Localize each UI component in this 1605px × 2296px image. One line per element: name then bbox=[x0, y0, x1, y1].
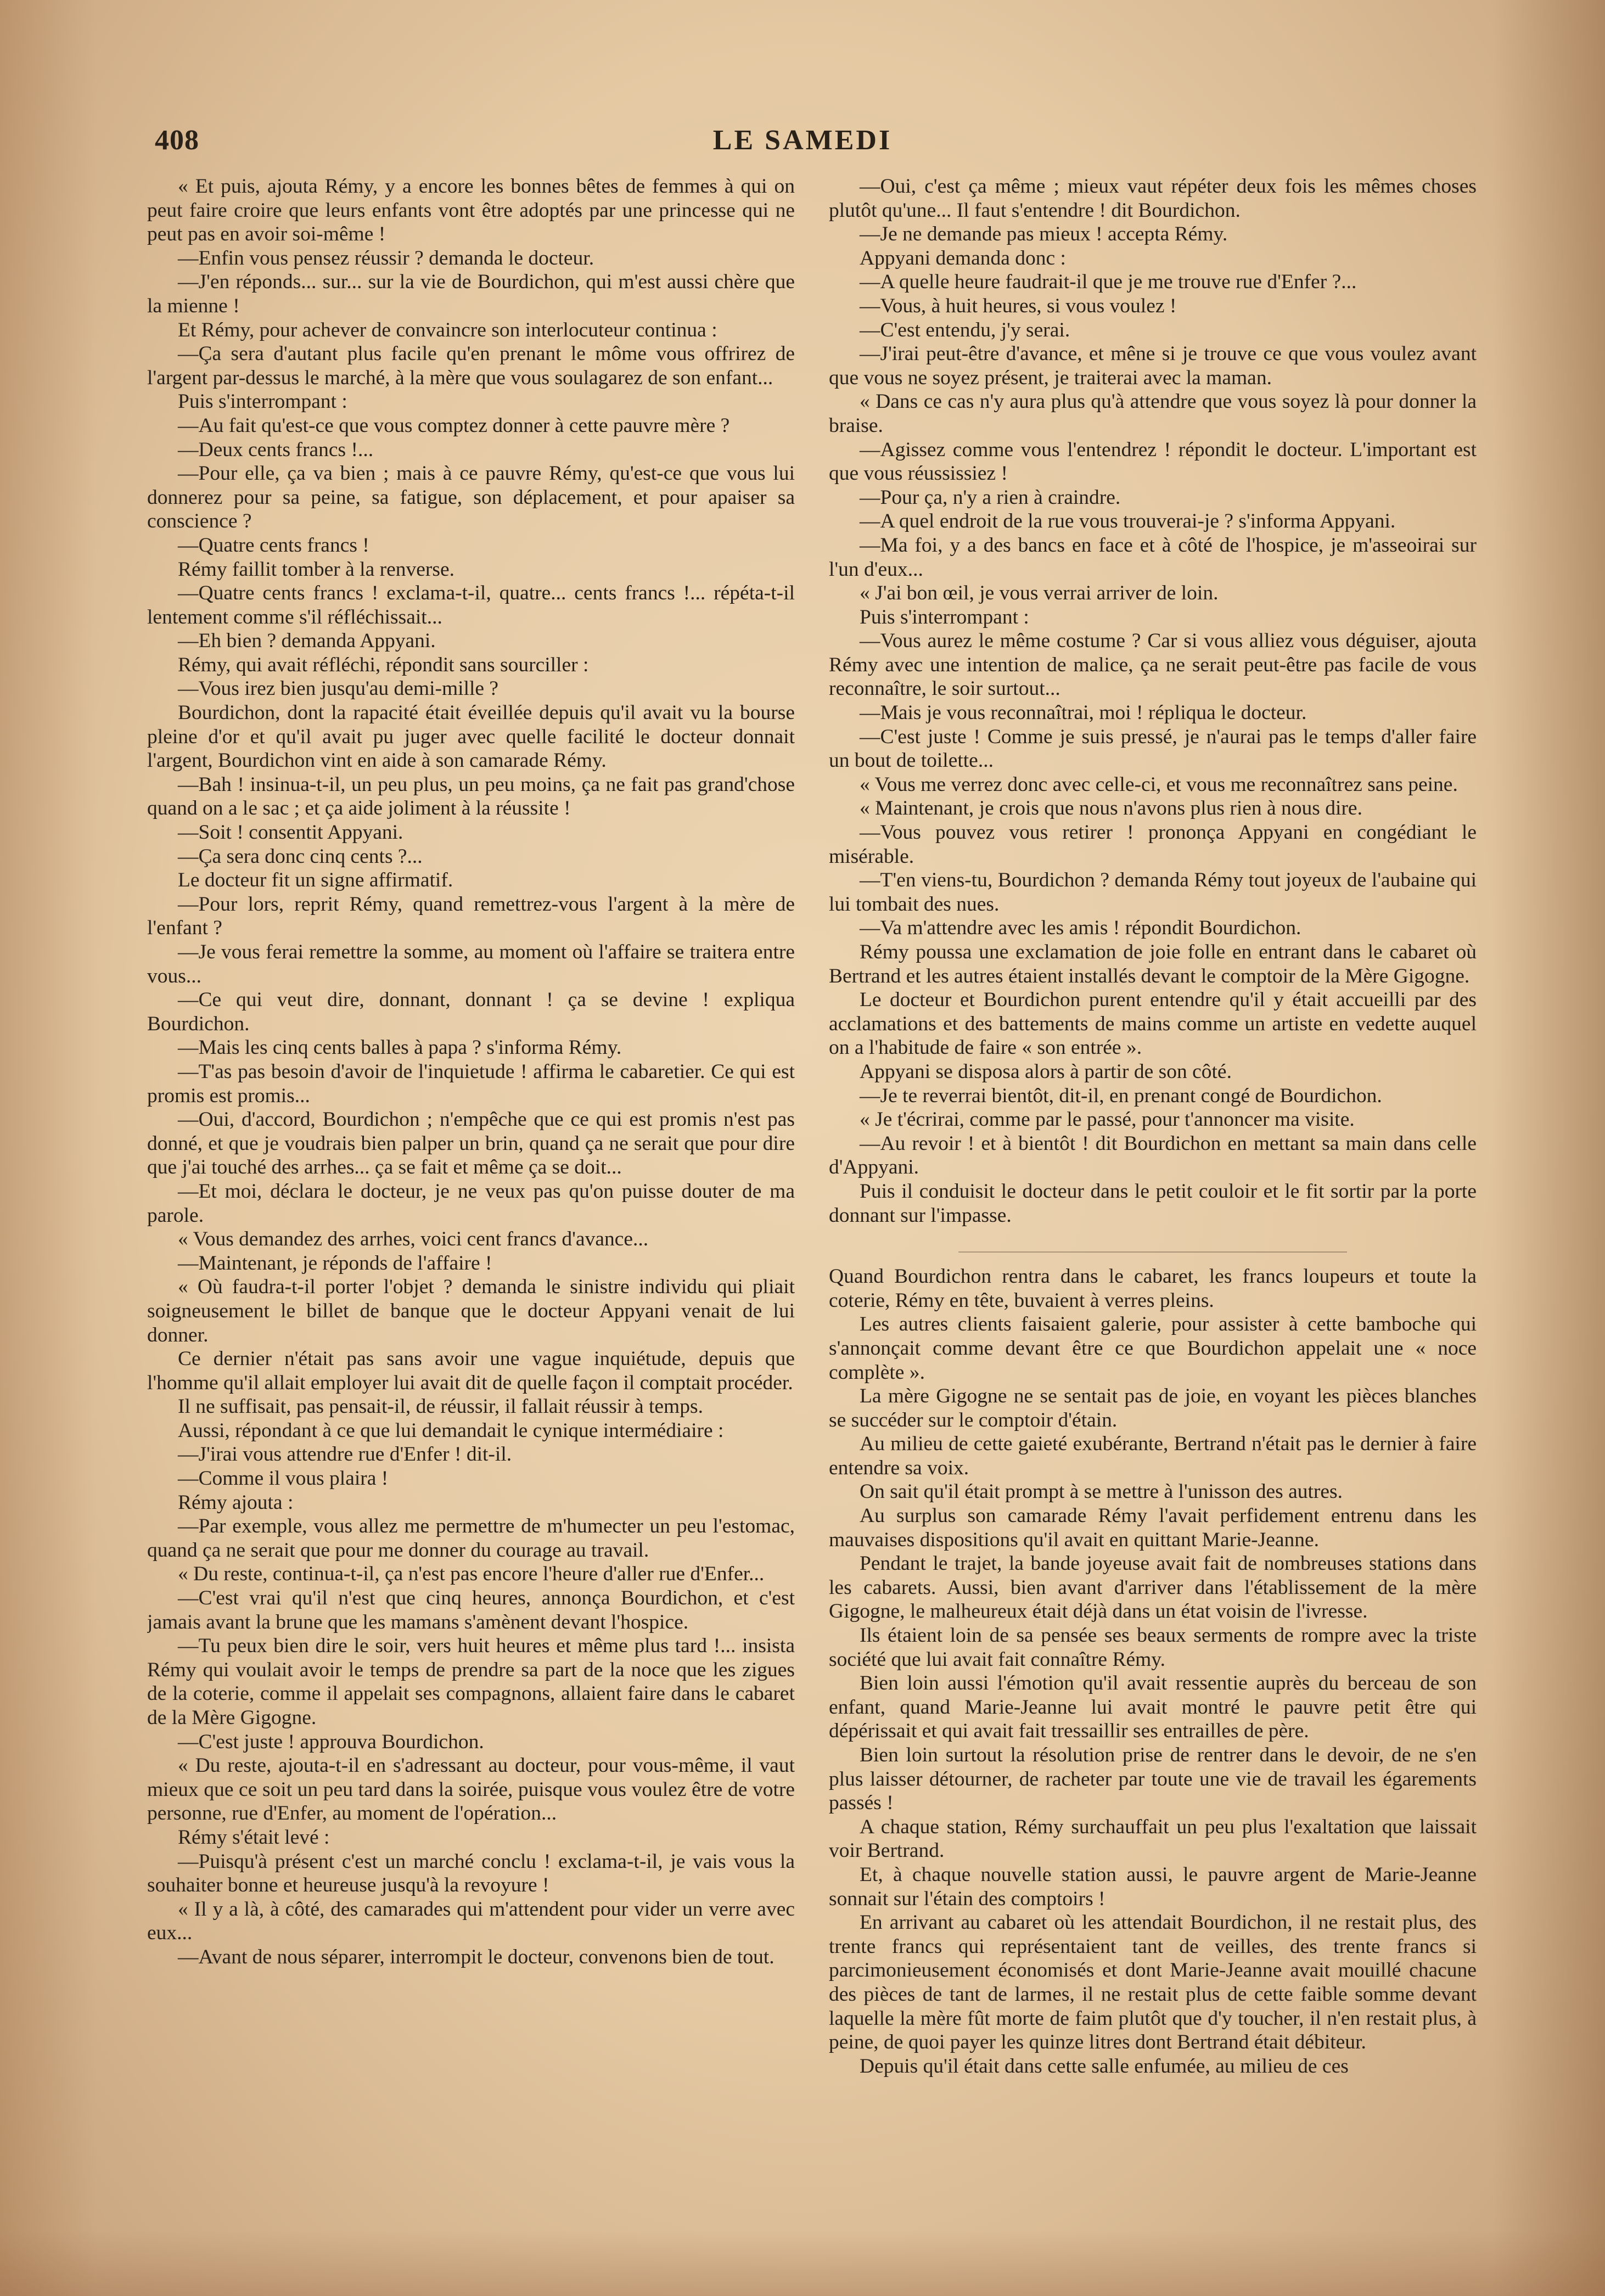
paragraph: En arrivant au cabaret où les attendait Bourdichon, il ne restait plus, des trente francs qui représentaient tant de veilles, des trente francs si parcimonieusement économisés et dont Marie-Jeanne avait mouillé chacune des pièces de tant de larmes, il ne restait plus de cette faible somme devant laquelle la mère fût morte de faim plutôt que d'y toucher, il n'en restait plus, à peine, de quoi payer les quinze litres dont Bertrand était débiteur. bbox=[829, 1911, 1477, 2054]
paragraph: Le docteur fit un signe affirmatif. bbox=[178, 869, 453, 892]
paragraph: —Soit ! consentit Appyani. bbox=[178, 821, 403, 844]
paragraph: —Au fait qu'est-ce que vous comptez donner à cette pauvre mère ? bbox=[178, 414, 730, 437]
paragraph: Et Rémy, pour achever de convaincre son interlocuteur continua : bbox=[178, 318, 717, 341]
paragraph: « Je t'écrirai, comme par le passé, pour t'annoncer ma visite. bbox=[860, 1108, 1355, 1131]
paragraph: —C'est juste ! Comme je suis pressé, je n'aurai pas le temps d'aller faire un bout de toilette... bbox=[829, 725, 1477, 772]
left-column bbox=[147, 175, 795, 2216]
paragraph: —Tu peux bien dire le soir, vers huit heures et même plus tard !... insista Rémy qui voulait avoir le temps de prendre sa part de la noce que les zigues de la coterie, comme il appelait ses compagnons, allaient faire dans le cabaret de la Mère Gigogne. bbox=[147, 1635, 795, 1729]
paragraph: —Avant de nous séparer, interrompit le docteur, convenons bien de tout. bbox=[178, 1945, 775, 1968]
paragraph: Appyani demanda donc : bbox=[860, 246, 1066, 270]
paragraph: —Je te reverrai bientôt, dit-il, en prenant congé de Bourdichon. bbox=[860, 1084, 1382, 1107]
right-column bbox=[829, 175, 1477, 2216]
paragraph: « Et puis, ajouta Rémy, y a encore les bonnes bêtes de femmes à qui on peut faire croire que leurs enfants vont être adoptés par une princesse qui ne peut pas en avoir soi-même ! bbox=[147, 175, 795, 246]
paragraph: Au milieu de cette gaieté exubérante, Bertrand n'était pas le dernier à faire entendre sa voix. bbox=[829, 1433, 1477, 1479]
paragraph: —Quatre cents francs ! exclama-t-il, quatre... cents francs !... répéta-t-il lentement comme s'il réfléchissait... bbox=[147, 582, 795, 628]
paragraph: —Vous, à huit heures, si vous voulez ! bbox=[860, 294, 1177, 317]
paragraph: Bien loin aussi l'émotion qu'il avait ressentie auprès du berceau de son enfant, quand Marie-Jeanne lui avait montré le pauvre petit être qui dépérissait et qui avait fait tressaillir ses entrailles de père. bbox=[829, 1672, 1477, 1743]
paragraph: Bourdichon, dont la rapacité était éveillée depuis qu'il avait vu la bourse pleine d'or et qu'il avait pu juger avec quelle facilité le docteur donnait l'argent, Bourdichon vint en aide à son camarade Rémy. bbox=[147, 701, 795, 772]
paragraph: Rémy poussa une exclamation de joie folle en entrant dans le cabaret où Bertrand et les autres étaient installés devant le comptoir de la Mère Gigogne. bbox=[829, 941, 1477, 987]
paragraph: Le docteur et Bourdichon purent entendre qu'il y était accueilli par des acclamations et des battements de mains comme un artiste en vedette auquel on a l'habitude de faire « son entrée ». bbox=[829, 989, 1477, 1059]
paragraph: —J'en réponds... sur... sur la vie de Bourdichon, qui m'est aussi chère que la mienne ! bbox=[147, 271, 795, 317]
paragraph: —J'irai peut-être d'avance, et mêne si je trouve ce que vous voulez avant que vous ne soyez présent, je traiterai avec la maman. bbox=[829, 343, 1477, 389]
paragraph: Ils étaient loin de sa pensée ses beaux serments de rompre avec la triste société que lui avait fait connaître Rémy. bbox=[829, 1624, 1477, 1671]
paragraph: Rémy s'était levé : bbox=[178, 1826, 330, 1849]
paragraph: —Eh bien ? demanda Appyani. bbox=[178, 630, 436, 653]
paragraph: —Comme il vous plaira ! bbox=[178, 1467, 389, 1490]
paragraph: —Ce qui veut dire, donnant, donnant ! ça se devine ! expliqua Bourdichon. bbox=[147, 989, 795, 1035]
paragraph: —Ça sera d'autant plus facile qu'en prenant le môme vous offrirez de l'argent par-dessus le marché, à la mère que vous soulagarez de son enfant... bbox=[147, 343, 795, 389]
paragraph: —Pour ça, n'y a rien à craindre. bbox=[860, 486, 1121, 509]
page-number: 408 bbox=[155, 125, 199, 156]
paragraph: —Par exemple, vous allez me permettre de m'humecter un peu l'estomac, quand ça ne serait que pour me donner du courage au travail. bbox=[147, 1515, 795, 1562]
paragraph: La mère Gigogne ne se sentait pas de joie, en voyant les pièces blanches se succéder sur le comptoir d'étain. bbox=[829, 1385, 1477, 1432]
paragraph: —C'est juste ! approuva Bourdichon. bbox=[178, 1730, 484, 1753]
paragraph: « J'ai bon œil, je vous verrai arriver de loin. bbox=[860, 582, 1219, 605]
paragraph: —Au revoir ! et à bientôt ! dit Bourdichon en mettant sa main dans celle d'Appyani. bbox=[829, 1132, 1477, 1179]
paragraph: —Agissez comme vous l'entendrez ! répondit le docteur. L'important est que vous réussissiez ! bbox=[829, 438, 1477, 485]
paragraph: —Va m'attendre avec les amis ! répondit Bourdichon. bbox=[860, 917, 1301, 940]
paragraph: —Maintenant, je réponds de l'affaire ! bbox=[178, 1251, 492, 1275]
paragraph: —Bah ! insinua-t-il, un peu plus, un peu moins, ça ne fait pas grand'chose quand on a le sac ; et ça aide joliment à la réussite ! bbox=[147, 773, 795, 820]
paragraph: —Enfin vous pensez réussir ? demanda le docteur. bbox=[178, 246, 594, 270]
paragraph: —Pour elle, ça va bien ; mais à ce pauvre Rémy, qu'est-ce que vous lui donnerez pour sa peine, sa fatigue, son déplacement, et pour apaiser sa conscience ? bbox=[147, 462, 795, 533]
paragraph: Puis s'interrompant : bbox=[178, 390, 347, 413]
paragraph: Rémy ajouta : bbox=[178, 1491, 294, 1514]
paragraph: —T'en viens-tu, Bourdichon ? demanda Rémy tout joyeux de l'aubaine qui lui tombait des nues. bbox=[829, 869, 1477, 916]
paragraph: —Ma foi, y a des bancs en face et à côté de l'hospice, je m'asseoirai sur l'un d'eux... bbox=[829, 534, 1477, 581]
paragraph: Appyani se disposa alors à partir de son côté. bbox=[860, 1060, 1232, 1083]
paragraph: —Mais les cinq cents balles à papa ? s'informa Rémy. bbox=[178, 1036, 622, 1059]
paragraph: —A quelle heure faudrait-il que je me trouve rue d'Enfer ?... bbox=[860, 271, 1357, 294]
paragraph: —Vous aurez le même costume ? Car si vous alliez vous déguiser, ajouta Rémy avec une intention de malice, ça ne serait peut-être pas facile de vous reconnaître, le soir surtout... bbox=[829, 630, 1477, 700]
page-bottom-edge bbox=[0, 2230, 1605, 2296]
paragraph: —Ça sera donc cinq cents ?... bbox=[178, 845, 423, 868]
paragraph: Bien loin surtout la résolution prise de rentrer dans le devoir, de ne s'en plus laisser détourner, de racheter par toute une vie de travail les égarements passés ! bbox=[829, 1744, 1477, 1815]
paragraph: « Vous me verrez donc avec celle-ci, et vous me reconnaîtrez sans peine. bbox=[860, 773, 1458, 796]
paragraph: « Du reste, continua-t-il, ça n'est pas encore l'heure d'aller rue d'Enfer... bbox=[178, 1563, 765, 1586]
paragraph: —Je vous ferai remettre la somme, au moment où l'affaire se traitera entre vous... bbox=[147, 941, 795, 987]
paragraph: —T'as pas besoin d'avoir de l'inquietude ! affirma le cabaretier. Ce qui est promis est promis... bbox=[147, 1060, 795, 1107]
paragraph: —Pour lors, reprit Rémy, quand remettrez-vous l'argent à la mère de l'enfant ? bbox=[147, 892, 795, 940]
paragraph: —Vous irez bien jusqu'au demi-mille ? bbox=[178, 677, 499, 700]
running-head-title: LE SAMEDI bbox=[712, 125, 893, 156]
paragraph: « Où faudra-t-il porter l'objet ? demanda le sinistre individu qui pliait soigneusement le billet de banque que le docteur Appyani venait de lui donner. bbox=[147, 1276, 795, 1346]
paragraph: Puis il conduisit le docteur dans le petit couloir et le fit sortir par la porte donnant sur l'impasse. bbox=[829, 1180, 1477, 1227]
paragraph: —Mais je vous reconnaîtrai, moi ! répliqua le docteur. bbox=[860, 701, 1307, 725]
paragraph: Puis s'interrompant : bbox=[860, 605, 1029, 628]
paragraph: —Oui, c'est ça même ; mieux vaut répéter deux fois les mêmes choses plutôt qu'une... Il faut s'entendre ! dit Bourdichon. bbox=[829, 175, 1477, 222]
paragraph: —Oui, d'accord, Bourdichon ; n'empêche que ce qui est promis n'est pas donné, et que je voudrais bien palper un brin, quand ça ne serait que pour dire que j'ai touché des arrhes... ça se fait et même ça se doit... bbox=[147, 1108, 795, 1179]
paragraph: —Et moi, déclara le docteur, je ne veux pas qu'on puisse douter de ma parole. bbox=[147, 1180, 795, 1227]
paragraph: Rémy faillit tomber à la renverse. bbox=[178, 558, 454, 581]
paragraph: Ce dernier n'était pas sans avoir une vague inquiétude, depuis que l'homme qu'il allait employer lui avait dit de quelle façon il comptait procéder. bbox=[147, 1348, 795, 1394]
paragraph: Pendant le trajet, la bande joyeuse avait fait de nombreuses stations dans les cabarets. Aussi, bien avant d'arriver dans l'établissement de la mère Gigogne, le malheureux était déjà dans un état voisin de l'ivresse. bbox=[829, 1552, 1477, 1623]
paragraph: « Dans ce cas n'y aura plus qu'à attendre que vous soyez là pour donner la braise. bbox=[829, 390, 1477, 437]
paragraph: « Maintenant, je crois que nous n'avons plus rien à nous dire. bbox=[860, 797, 1362, 820]
paragraph: Les autres clients faisaient galerie, pour assister à cette bamboche qui s'annonçait comme devant être ce que Bourdichon appelait une « noce complète ». bbox=[829, 1313, 1477, 1384]
paragraph: Au surplus son camarade Rémy l'avait perfidement entrenu dans les mauvaises dispositions qu'il avait en quittant Marie-Jeanne. bbox=[829, 1505, 1477, 1551]
paragraph: —J'irai vous attendre rue d'Enfer ! dit-il. bbox=[178, 1443, 512, 1466]
paragraph: On sait qu'il était prompt à se mettre à l'unisson des autres. bbox=[860, 1480, 1343, 1503]
paragraph: Depuis qu'il était dans cette salle enfumée, au milieu de ces bbox=[860, 2054, 1349, 2078]
paragraph: Rémy, qui avait réfléchi, répondit sans sourciller : bbox=[178, 653, 589, 676]
paragraph: Quand Bourdichon rentra dans le cabaret, les francs loupeurs et toute la coterie, Rémy en tête, buvaient à verres pleins. bbox=[829, 1251, 1477, 1312]
paragraph: —Puisqu'à présent c'est un marché conclu ! exclama-t-il, je vais vous la souhaiter bonne et heureuse jusqu'à la revoyure ! bbox=[147, 1850, 795, 1897]
paragraph: A chaque station, Rémy surchauffait un peu plus l'exaltation que laissait voir Bertrand. bbox=[829, 1815, 1477, 1862]
paragraph: —A quel endroit de la rue vous trouverai-je ? s'informa Appyani. bbox=[860, 510, 1396, 533]
paragraph: « Vous demandez des arrhes, voici cent francs d'avance... bbox=[178, 1228, 649, 1251]
paragraph: —C'est vrai qu'il n'est que cinq heures, annonça Bourdichon, et c'est jamais avant la brune que les mamans s'amènent devant l'hospice. bbox=[147, 1587, 795, 1633]
paragraph: —Je ne demande pas mieux ! accepta Rémy. bbox=[860, 223, 1228, 246]
paragraph: « Il y a là, à côté, des camarades qui m'attendent pour vider un verre avec eux... bbox=[147, 1898, 795, 1945]
paragraph: —C'est entendu, j'y serai. bbox=[860, 318, 1070, 341]
paragraph: Aussi, répondant à ce que lui demandait le cynique intermédiaire : bbox=[178, 1419, 724, 1442]
paragraph: —Deux cents francs !... bbox=[178, 438, 374, 461]
paragraph: —Vous pouvez vous retirer ! prononça Appyani en congédiant le misérable. bbox=[829, 821, 1477, 868]
paragraph: —Quatre cents francs ! bbox=[178, 534, 369, 557]
paragraph: Il ne suffisait, pas pensait-il, de réussir, il fallait réussir à temps. bbox=[178, 1395, 703, 1418]
paragraph: « Du reste, ajouta-t-il en s'adressant au docteur, pour vous-même, il vaut mieux que ce soit un peu tard dans la soirée, puisque vous voulez être de votre personne, rue d'Enfer, au moment de l'opération... bbox=[147, 1754, 795, 1825]
paragraph: Et, à chaque nouvelle station aussi, le pauvre argent de Marie-Jeanne sonnait sur l'étain des comptoirs ! bbox=[829, 1863, 1477, 1910]
